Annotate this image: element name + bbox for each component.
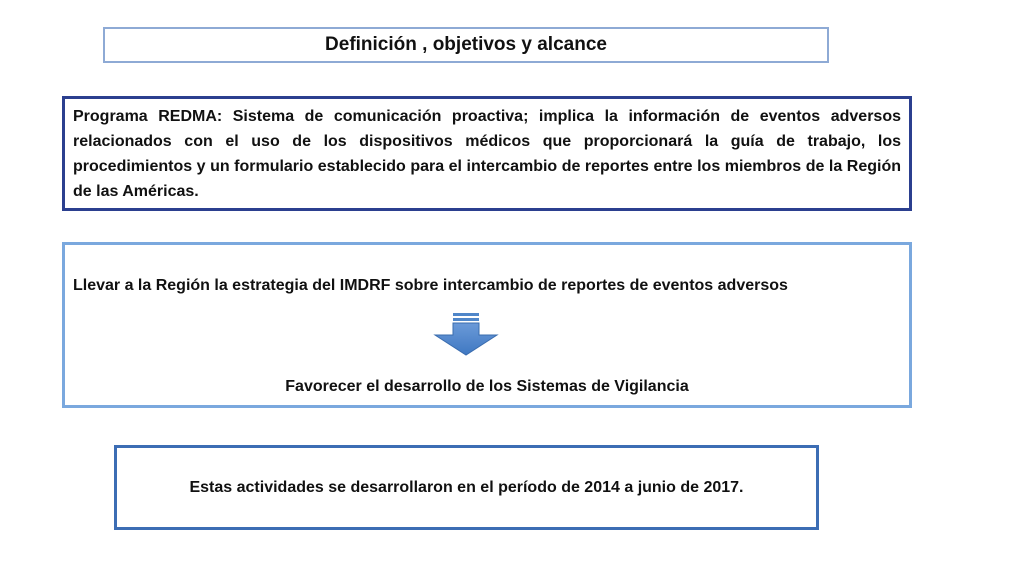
- objective-text: Llevar a la Región la estrategia del IMDRF sobre intercambio de reportes de eventos adversos: [73, 277, 788, 294]
- down-arrow-icon: [433, 313, 499, 357]
- scope-text: Estas actividades se desarrollaron en el período de 2014 a junio de 2017.: [189, 478, 744, 496]
- title-box: [103, 27, 829, 63]
- definition-box: [62, 96, 912, 211]
- scope-box: [114, 445, 819, 530]
- objective-box: [62, 242, 912, 408]
- definition-text: Programa REDMA: Sistema de comunicación proactiva; implica la información de eventos adversos relacionados con el uso de los dispositivos médicos que proporcionará la guía de trabajo, los procedimientos y un formulario establecido para el intercambio de reportes entre los miembros de la Región de las Américas.: [73, 108, 901, 200]
- goal-text: Favorecer el desarrollo de los Sistemas de Vigilancia: [285, 378, 689, 395]
- slide-title: Definición , objetivos y alcance: [325, 34, 607, 55]
